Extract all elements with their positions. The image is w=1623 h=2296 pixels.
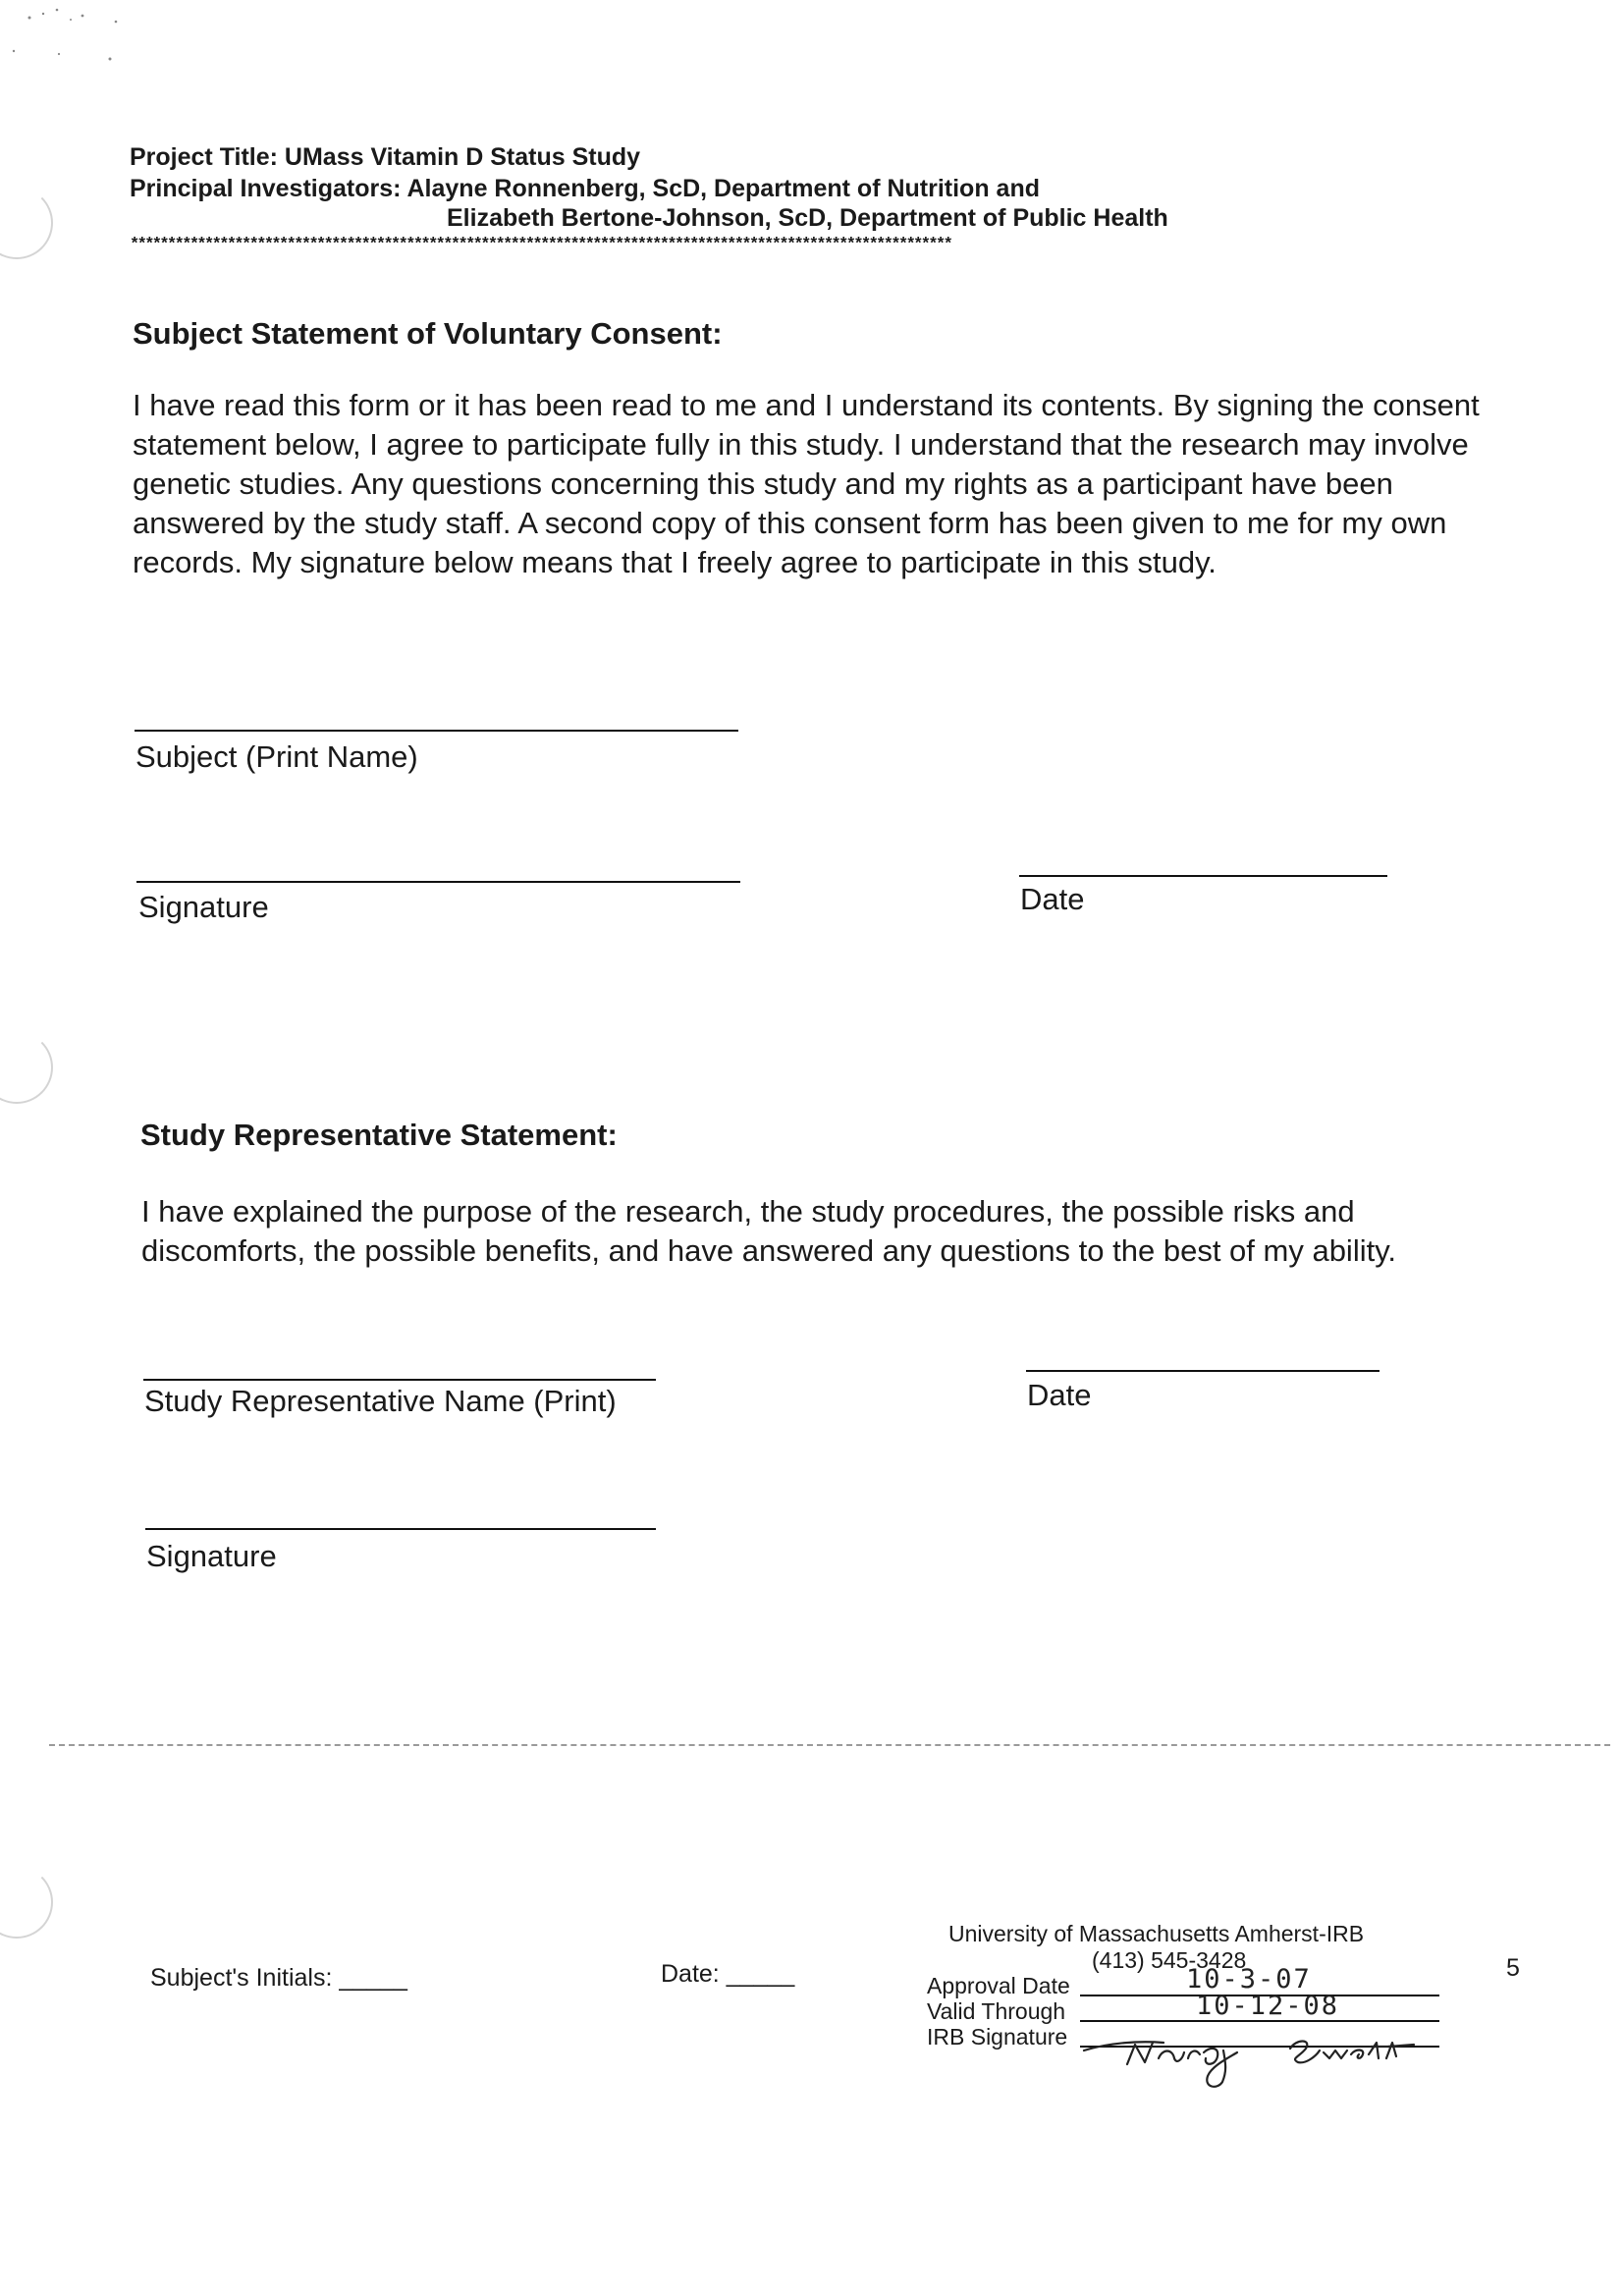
irb-phone: (413) 545-3428: [1092, 1947, 1247, 1973]
representative-heading: Study Representative Statement:: [140, 1118, 618, 1152]
subject-initials-label: Subject's Initials:: [150, 1964, 333, 1992]
punch-hole-mark: [0, 187, 53, 259]
footer-date: [661, 1960, 794, 1989]
footer-date-label: Date:: [661, 1960, 720, 1988]
punch-hole-mark: [0, 1866, 53, 1939]
subject-date-line[interactable]: [1019, 875, 1387, 877]
representative-paragraph: I have explained the purpose of the research, the study procedures, the possible risks and discomforts, the possible benefits, and have answered any questions to the best of my ability.: [141, 1194, 1397, 1268]
project-title: UMass Vitamin D Status Study: [284, 143, 641, 171]
pi-label: Principal Investigators:: [130, 175, 402, 202]
representative-signature-line[interactable]: [145, 1528, 656, 1530]
approval-date-label: Approval Date: [927, 1973, 1070, 1998]
scan-artifacts: [0, 0, 137, 88]
pi-1: Alayne Ronnenberg, ScD, Department of Nutrition and: [406, 175, 1040, 202]
irb-signature-scribble: [1080, 2013, 1443, 2092]
page-number: 5: [1506, 1954, 1520, 1982]
project-title-label: Project Title:: [130, 143, 278, 171]
subject-initials: [150, 1964, 407, 1993]
subject-initials-blank[interactable]: _____: [339, 1964, 407, 1992]
subject-signature-line[interactable]: [136, 881, 740, 883]
project-title-row: [130, 142, 640, 173]
footer-date-blank[interactable]: _____: [726, 1960, 795, 1988]
subject-name-line[interactable]: [135, 730, 738, 732]
header-separator: **************************************************************************************************************: [130, 236, 951, 254]
representative-date-label: Date: [1027, 1378, 1092, 1412]
valid-through-value: 10-12-08: [1196, 1991, 1340, 2021]
subject-consent-heading: Subject Statement of Voluntary Consent:: [133, 316, 723, 351]
approval-date-value: 10-3-07: [1186, 1964, 1312, 1995]
principal-investigators-row: [130, 174, 1040, 204]
subject-signature-label: Signature: [138, 890, 269, 924]
irb-title: University of Massachusetts Amherst-IRB: [948, 1921, 1365, 1946]
pi-2: Elizabeth Bertone-Johnson, ScD, Department of Public Health: [447, 204, 1168, 232]
valid-through-label: Valid Through: [927, 1998, 1066, 2024]
representative-date-line[interactable]: [1026, 1370, 1380, 1372]
representative-signature-label: Signature: [146, 1539, 277, 1573]
subject-date-label: Date: [1020, 882, 1085, 916]
subject-consent-paragraph: I have read this form or it has been read to me and I understand its contents. By signing the consent statement below, I agree to participate fully in this study. I understand that the research may involve genetic studies. Any questions concerning this study and my rights as a participant have been answered by the study staff. A second copy of this consent form has been given to me for my own records. My signature below means that I freely agree to participate in this study.: [133, 388, 1480, 579]
representative-name-line[interactable]: [143, 1379, 656, 1381]
subject-print-name-label: Subject (Print Name): [135, 739, 418, 774]
punch-hole-mark: [0, 1031, 53, 1104]
representative-name-label: Study Representative Name (Print): [144, 1384, 617, 1418]
fold-line: [49, 1744, 1610, 1746]
irb-signature-label: IRB Signature: [927, 2024, 1068, 2050]
